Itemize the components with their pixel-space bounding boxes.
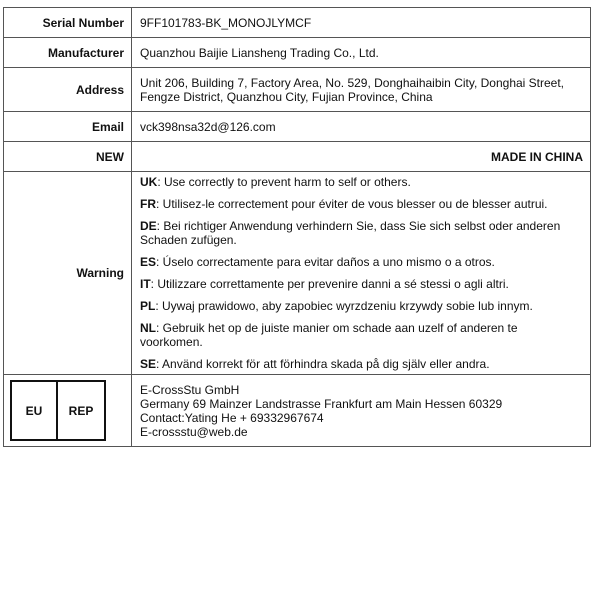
warning-text: : Úselo correctamente para evitar daños a uno mismo o a otros. <box>156 255 495 269</box>
serial-number-value: 9FF101783-BK_MONOJLYMCF <box>132 8 591 38</box>
warning-code: IT <box>140 277 151 291</box>
warning-item-pl <box>140 299 582 313</box>
eu-rep-address: Germany 69 Mainzer Landstrasse Frankfurt am Main Hessen 60329 <box>140 396 503 411</box>
warning-label: Warning <box>4 172 132 375</box>
eu-box: EU <box>10 380 58 441</box>
new-row <box>4 142 591 172</box>
address-line-1: Unit 206, Building 7, Factory Area, No. 529, Donghaihaibin City, Donghai Street, <box>140 75 565 90</box>
warning-text: : Utilizzare correttamente per prevenire danni a sé stessi o agli altri. <box>150 277 509 291</box>
made-in-china-value: MADE IN CHINA <box>132 142 591 172</box>
rep-box: REP <box>58 380 106 441</box>
manufacturer-row <box>4 38 591 68</box>
warning-code: ES <box>140 255 157 269</box>
manufacturer-value: Quanzhou Baijie Liansheng Trading Co., Ltd. <box>132 38 591 68</box>
warning-item-uk <box>140 175 582 189</box>
eu-rep-email: E-crossstu@web.de <box>140 424 248 439</box>
eu-rep-contact: Contact:Yating He + 69332967674 <box>140 410 324 425</box>
warning-text: : Use correctly to prevent harm to self or others. <box>157 175 411 189</box>
warning-item-es <box>140 255 582 269</box>
manufacturer-label: Manufacturer <box>4 38 132 68</box>
address-label: Address <box>4 68 132 112</box>
warning-item-de <box>140 219 582 247</box>
product-info-table <box>3 7 591 447</box>
warning-item-fr <box>140 197 582 211</box>
email-row <box>4 112 591 142</box>
warning-text: : Utilisez-le correctement pour éviter de vous blesser ou de blesser autrui. <box>156 197 548 211</box>
warning-row <box>4 172 591 375</box>
eu-rep-details <box>132 375 591 447</box>
address-value <box>132 68 591 112</box>
warning-item-nl <box>140 321 582 349</box>
warning-text: : Gebruik het op de juiste manier om schade aan uzelf of anderen te voorkomen. <box>140 321 518 349</box>
address-row <box>4 68 591 112</box>
new-label: NEW <box>4 142 132 172</box>
warning-text: : Använd korrekt för att förhindra skada på dig själv eller andra. <box>156 357 490 371</box>
serial-number-label: Serial Number <box>4 8 132 38</box>
warning-item-it <box>140 277 582 291</box>
email-value: vck398nsa32d@126.com <box>132 112 591 142</box>
warning-code: NL <box>140 321 156 335</box>
warning-code: DE <box>140 219 157 233</box>
eu-rep-row <box>4 375 591 447</box>
warning-text: : Uywaj prawidowo, aby zapobiec wyrzdzeniu krzywdy sobie lub innym. <box>155 299 533 313</box>
eu-rep-company: E-CrossStu GmbH <box>140 382 240 397</box>
warning-list <box>132 172 591 375</box>
eu-rep-symbol <box>4 375 132 447</box>
warning-text: : Bei richtiger Anwendung verhindern Sie, dass Sie sich selbst oder anderen Schaden zufügen. <box>140 219 561 247</box>
warning-item-se <box>140 357 582 371</box>
serial-number-row <box>4 8 591 38</box>
warning-code: FR <box>140 197 156 211</box>
warning-code: UK <box>140 175 158 189</box>
email-label: Email <box>4 112 132 142</box>
warning-code: PL <box>140 299 156 313</box>
warning-code: SE <box>140 357 157 371</box>
address-line-2: Fengze District, Quanzhou City, Fujian Province, China <box>140 89 433 104</box>
